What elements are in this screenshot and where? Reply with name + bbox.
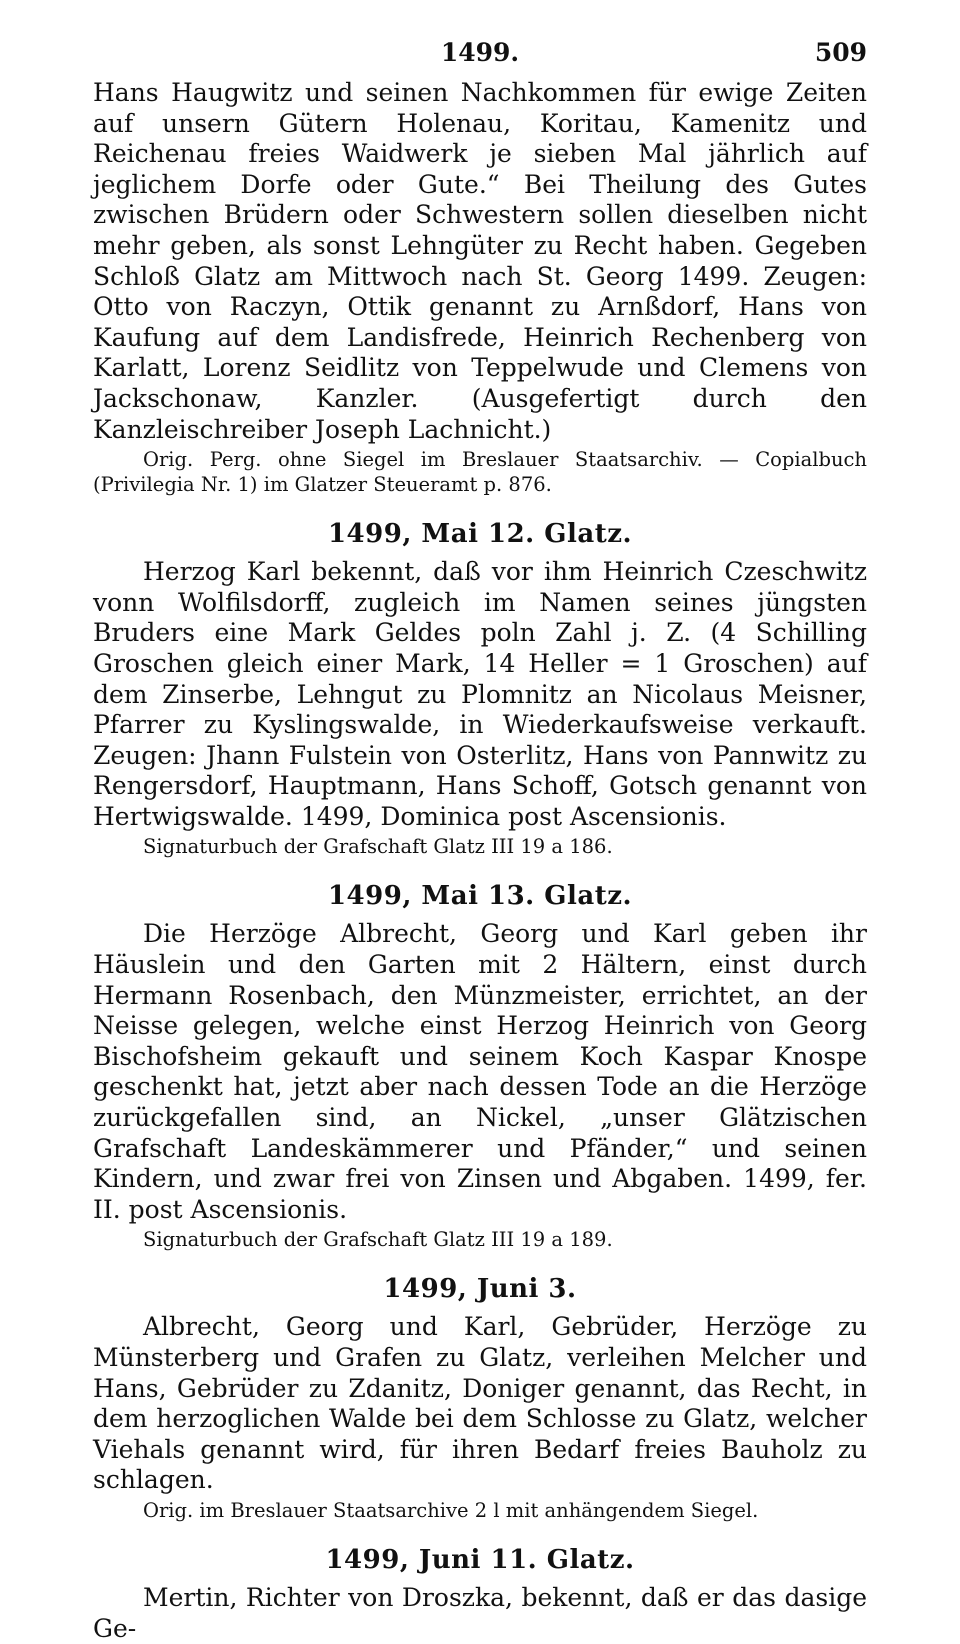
entry-source-mai-13: Signaturbuch der Grafschaft Glatz III 19 a 189.	[143, 1228, 613, 1252]
entry-source-juni-3: Orig. im Breslauer Staatsarchive 2 l mit anhängendem Siegel.	[143, 1498, 759, 1522]
entry-text-juni-11: Mertin, Richter von Droszka, bekennt, daß er das dasige Ge-	[93, 1582, 867, 1643]
running-head-year: 1499.	[440, 38, 520, 67]
running-head	[93, 38, 867, 78]
entry-heading-juni-3: 1499, Juni 3.	[383, 1274, 577, 1305]
intro-paragraph: Hans Haugwitz und seinen Nachkommen für ewige Zeiten auf unsern Gütern Holenau, Koritau, Kamenitz und Reichenau freies Waidwerk je sieben Mal jährlich auf jeglichem Dorfe oder Gute.“ Bei Theilung des Gutes zwischen Brüdern oder Schwestern sollen dieselben nicht mehr geben, als sonst Lehngüter zu Recht haben. Gegeben Schloß Glatz am Mittwoch nach St. Georg 1499. Zeugen: Otto von Raczyn, Ottik genannt zu Arnßdorf, Hans von Kaufung auf dem Landisfrede, Heinrich Rechenberg von Karlatt, Lorenz Seidlitz von Teppelwude und Clemens von Jackschonaw, Kanzler. (Ausgefertigt durch den Kanzleischreiber Joseph Lachnicht.)	[93, 78, 867, 444]
entry-heading-mai-13: 1499, Mai 13. Glatz.	[327, 881, 633, 912]
entry-text-mai-12: Herzog Karl bekennt, daß vor ihm Heinrich Czeschwitz vonn Wolfilsdorff, zugleich im Namen seines jüngsten Bruders eine Mark Geldes poln Zahl j. Z. (4 Schilling Groschen gleich einer Mark, 14 Heller = 1 Groschen) auf dem Zinserbe, Lehngut zu Plomnitz an Nicolaus Meisner, Pfarrer zu Kyslingswalde, in Wiederkaufsweise verkauft. Zeugen: Jhann Fulstein von Osterlitz, Hans von Pannwitz zu Rengersdorf, Hauptmann, Hans Schoff, Gotsch genannt von Hertwigswalde. 1499, Dominica post Ascensionis.	[93, 557, 867, 831]
entry-heading-juni-11: 1499, Juni 11. Glatz.	[325, 1544, 635, 1575]
entry-text-juni-3: Albrecht, Georg und Karl, Gebrüder, Herzöge zu Münsterberg und Grafen zu Glatz, verleihen Melcher und Hans, Gebrüder zu Zdanitz, Doniger genannt, das Recht, in dem herzoglichen Walde bei dem Schlosse zu Glatz, welcher Viehals genannt wird, für ihren Bedarf freies Bauholz zu schlagen.	[93, 1312, 867, 1495]
entry-text-mai-13: Die Herzöge Albrecht, Georg und Karl geben ihr Häuslein und den Garten mit 2 Hältern, einst durch Hermann Rosenbach, den Münzmeister, errichtet, an der Neisse gelegen, welche einst Herzog Heinrich von Georg Bischofsheim gekauft und seinem Koch Kaspar Knospe geschenkt hat, jetzt aber nach dessen Tode an die Herzöge zurückgefallen sind, an Nickel, „unser Glätzischen Grafschaft Landeskämmerer und Pfänder,“ und seinen Kindern, und zwar frei von Zinsen und Abgaben. 1499, fer. II. post Ascensionis.	[93, 919, 867, 1224]
page-number: 509	[814, 38, 867, 67]
entry-heading-mai-12: 1499, Mai 12. Glatz.	[327, 519, 633, 550]
intro-source-note: Orig. Perg. ohne Siegel im Breslauer Staatsarchiv. — Copialbuch (Privilegia Nr. 1) im Glatzer Steueramt p. 876.	[93, 448, 867, 497]
entry-source-mai-12: Signaturbuch der Grafschaft Glatz III 19 a 186.	[143, 835, 613, 859]
